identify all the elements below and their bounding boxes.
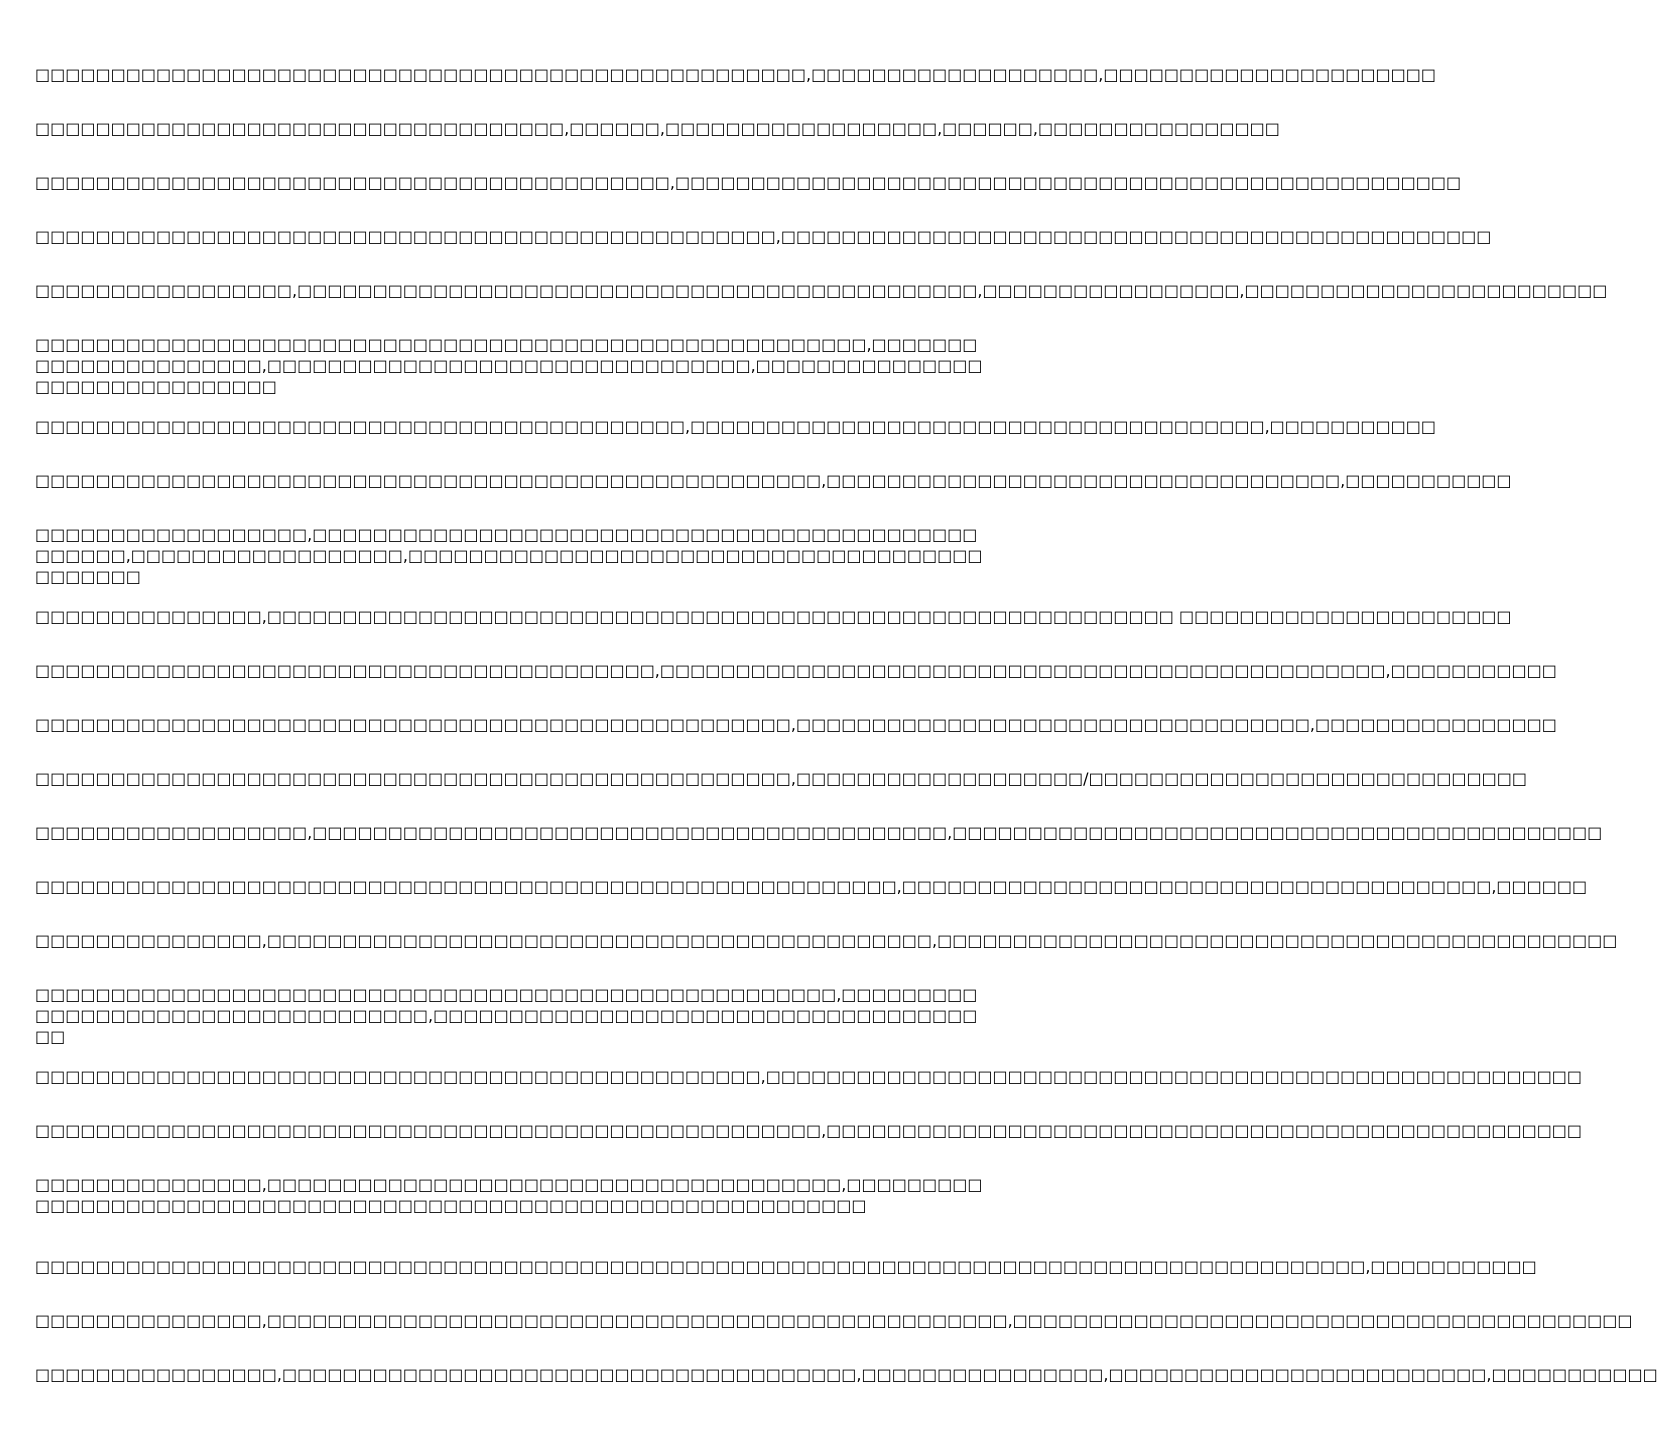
paragraph-8: □□□□□□□□□□□□□□□□□□□□□□□□□□□□□□□□□□□□□□□□□□□□□□□□□□□□,□□□□□□□□□□□□□□□□□□□□□□□□□□□□□□□□□□,□□□□□□□□□□□: [35, 471, 1512, 490]
paragraph-13: □□□□□□□□□□□□□□□□□□□□□□□□□□□□□□□□□□□□□□□□□□□□□□□□□□,□□□□□□□□□□□□□□□□□□□/□□□□□□□□□□□□□□□□□□□□□□□□□□□□□: [35, 769, 1527, 788]
paragraph-4: □□□□□□□□□□□□□□□□□□□□□□□□□□□□□□□□□□□□□□□□□□□□□□□□□,□□□□□□□□□□□□□□□□□□□□□□□□□□□□□□□□□□□□□□□□□□□□□□□: [35, 227, 1492, 246]
paragraph-21: □□□□□□□□□□□□□□□□□□□□□□□□□□□□□□□□□□□□□□□□□□□□□□□□□□□□□□□□□□□□□□□□□□□□□□□□□□□□□□□□□□□□□□□□,□□□□□□□□□□□: [35, 1257, 1537, 1276]
paragraph-17: □□□□□□□□□□□□□□□□□□□□□□□□□□□□□□□□□□□□□□□□□□□□□□□□□□□□□,□□□□□□□□□□□□□□□□□□□□□□□□□□□□□□□□□□□,□□□□□□□□□□□□□□□□□□□□□□□□□□□□□□□□□□□□□□: [35, 985, 978, 1046]
paragraph-7: □□□□□□□□□□□□□□□□□□□□□□□□□□□□□□□□□□□□□□□□□□□,□□□□□□□□□□□□□□□□□□□□□□□□□□□□□□□□□□□□□□,□□□□□□□□□□□: [35, 417, 1436, 436]
paragraph-11: □□□□□□□□□□□□□□□□□□□□□□□□□□□□□□□□□□□□□□□□□,□□□□□□□□□□□□□□□□□□□□□□□□□□□□□□□□□□□□□□□□□□□□□□□□,□□□□□□□□□□□: [35, 661, 1557, 680]
paragraph-15: □□□□□□□□□□□□□□□□□□□□□□□□□□□□□□□□□□□□□□□□□□□□□□□□□□□□□□□□□,□□□□□□□□□□□□□□□□□□□□□□□□□□□□□□□□□□□□□□□,□□□□□□: [35, 877, 1588, 896]
paragraph-3: □□□□□□□□□□□□□□□□□□□□□□□□□□□□□□□□□□□□□□□□□□,□□□□□□□□□□□□□□□□□□□□□□□□□□□□□□□□□□□□□□□□□□□□□□□□□□□□: [35, 173, 1462, 192]
paragraph-6: □□□□□□□□□□□□□□□□□□□□□□□□□□□□□□□□□□□□□□□□□□□□□□□□□□□□□□□,□□□□□□□□□□□□□□□□□□□□□□,□□□□□□□□□□□□□□□□□□□□□□□□□□□□□□□□,□□□□□□□□□□□□□□□□□□□□□□□□□□□□□□□: [35, 335, 983, 396]
paragraph-16: □□□□□□□□□□□□□□□,□□□□□□□□□□□□□□□□□□□□□□□□□□□□□□□□□□□□□□□□□□□□,□□□□□□□□□□□□□□□□□□□□□□□□□□□□□□□□□□□□□□□□□□□□□: [35, 931, 1618, 950]
paragraph-22: □□□□□□□□□□□□□□□,□□□□□□□□□□□□□□□□□□□□□□□□□□□□□□□□□□□□□□□□□□□□□□□□□,□□□□□□□□□□□□□□□□□□□□□□□□□□□□□□□□□□□□□□□□□: [35, 1311, 1633, 1330]
paragraph-14: □□□□□□□□□□□□□□□□□□,□□□□□□□□□□□□□□□□□□□□□□□□□□□□□□□□□□□□□□□□□□,□□□□□□□□□□□□□□□□□□□□□□□□□□□□□□□□□□□□□□□□□□□: [35, 823, 1603, 842]
paragraph-1: □□□□□□□□□□□□□□□□□□□□□□□□□□□□□□□□□□□□□□□□□□□□□□□□□□□,□□□□□□□□□□□□□□□□□□□,□□□□□□□□□□□□□□□□□□□□□□: [35, 65, 1436, 84]
paragraph-2: □□□□□□□□□□□□□□□□□□□□□□□□□□□□□□□□□□□,□□□□□□,□□□□□□□□□□□□□□□□□□,□□□□□□,□□□□□□□□□□□□□□□□: [35, 119, 1280, 138]
paragraph-10: □□□□□□□□□□□□□□□,□□□□□□□□□□□□□□□□□□□□□□□□□□□□□□□□□□□□□□□□□□□□□□□□□□□□□□□□□□□□ □□□□□□□□□□□□□□□□□□□□□□: [35, 607, 1512, 626]
paragraph-5: □□□□□□□□□□□□□□□□□,□□□□□□□□□□□□□□□□□□□□□□□□□□□□□□□□□□□□□□□□□□□□□,□□□□□□□□□□□□□□□□□,□□□□□□□□□□□□□□□□□□□□□□□□: [35, 281, 1608, 300]
paragraph-23: □□□□□□□□□□□□□□□□,□□□□□□□□□□□□□□□□□□□□□□□□□□□□□□□□□□□□□□,□□□□□□□□□□□□□□□□,□□□□□□□□□□□□□□□□□□□□□□□□□,□□□□□□□□□□□: [35, 1365, 1658, 1384]
paragraph-12: □□□□□□□□□□□□□□□□□□□□□□□□□□□□□□□□□□□□□□□□□□□□□□□□□□,□□□□□□□□□□□□□□□□□□□□□□□□□□□□□□□□□□,□□□□□□□□□□□□□□□□: [35, 715, 1557, 734]
paragraph-18: □□□□□□□□□□□□□□□□□□□□□□□□□□□□□□□□□□□□□□□□□□□□□□□□,□□□□□□□□□□□□□□□□□□□□□□□□□□□□□□□□□□□□□□□□□□□□□□□□□□□□□□: [35, 1067, 1583, 1086]
paragraph-9: □□□□□□□□□□□□□□□□□□,□□□□□□□□□□□□□□□□□□□□□□□□□□□□□□□□□□□□□□□□□□□□□□□□□□,□□□□□□□□□□□□□□□□□□,□□□□□□□□□□□□□□□□□□□□□□□□□□□□□□□□□□□□□□□□□□□□□: [35, 525, 983, 586]
paragraph-19: □□□□□□□□□□□□□□□□□□□□□□□□□□□□□□□□□□□□□□□□□□□□□□□□□□□□,□□□□□□□□□□□□□□□□□□□□□□□□□□□□□□□□□□□□□□□□□□□□□□□□□□: [35, 1121, 1583, 1140]
paragraph-20: □□□□□□□□□□□□□□□,□□□□□□□□□□□□□□□□□□□□□□□□□□□□□□□□□□□□□□,□□□□□□□□□□□□□□□□□□□□□□□□□□□□□□□□□□□□□□□□□□□□□□□□□□□□□□□□□□□□□□□□: [35, 1175, 983, 1215]
